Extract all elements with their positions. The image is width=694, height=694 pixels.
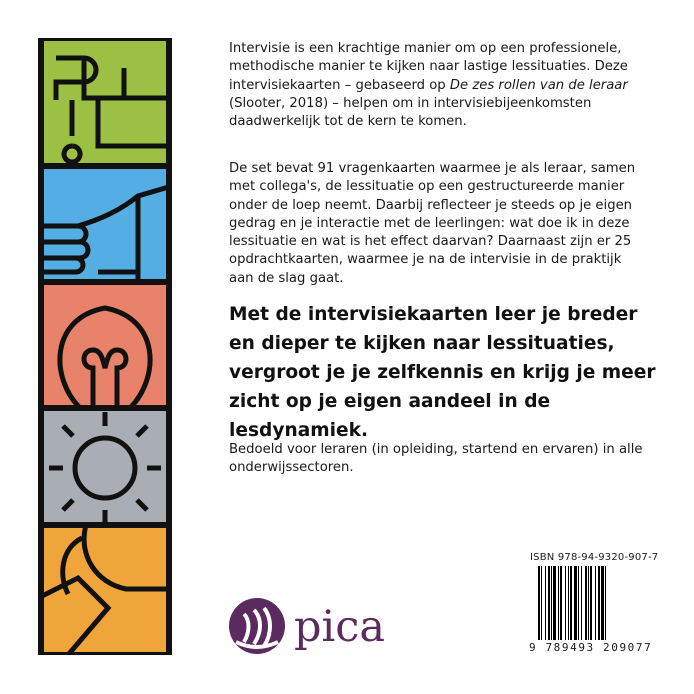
highlight-quote: Met de intervisiekaarten leer je breder en dieper te kijken naar lessituaties, vergroot je je zelfkennis en krijg je meer zicht op je eigen aandeel in de lesdynamiek. (229, 304, 656, 441)
isbn-label: ISBN 978-94-9320-907-7 (530, 552, 659, 563)
barcode (538, 566, 650, 640)
salmon-panel (38, 282, 172, 408)
decorative-icon-stripe (38, 38, 172, 655)
body-paragraph: De set bevat 91 vragenkaarten waarmee je als leraar, samen met collega's, de lessituatie op een gestructureerde manier onder de loep neemt. Daarbij reflecteer je steeds op je eigen gedrag en je interactie met de leerlingen: wat doe ik in deze lessituatie en wat is het effect daarvan? Daarnaast zijn er 25 opdrachtkaarten, waarmee je na de intervisie in de praktijk aan de slag gaat. (229, 161, 636, 286)
publisher-name: pica (294, 602, 385, 652)
book-title: De zes rollen van de leraar (449, 77, 628, 93)
ship-logo-icon (228, 596, 286, 656)
publisher-logo (228, 596, 418, 662)
target-audience: Bedoeld voor leraren (in opleiding, startend en ervaren) in alle onderwijssectoren. (229, 442, 643, 476)
barcode-digits: 9 789493 209077 (529, 641, 653, 654)
intro-paragraph: Intervisie is een krachtige manier om op een professionele, methodische manier te kijken naar lastige lessituaties. Deze intervisiekaarten – gebaseerd op De zes rollen van de leraar (Slooter, 2018) – helpen om in intervisiebijeenkomsten daadwerkelijk tot de kern te komen. (229, 41, 628, 130)
